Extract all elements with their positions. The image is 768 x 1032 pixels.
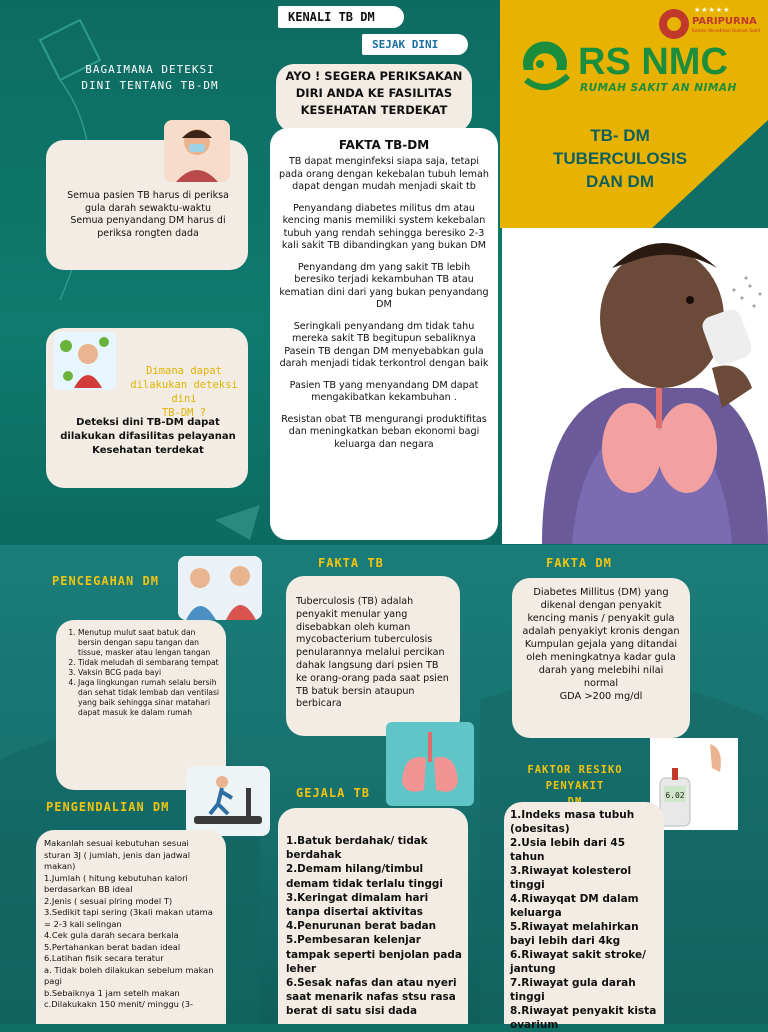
location-question-line3: TB-DM ? [161,407,207,419]
location-answer-text: Deteksi dini TB-DM dapat dilakukan difasilitas pelayanan Kesehatan terdekat [60,417,236,456]
pencegahan-item: 3. Vaksin BCG pada bayi [78,668,220,678]
fakta-dm-gda: GDA >200 mg/dl [559,691,643,702]
pengendalian-line: c.Dilakukakn 150 menit/ minggu (3- [44,999,194,1009]
pengendalian-line: 5.Pertahankan berat badan ideal [44,941,181,952]
fact-item: Penyandang diabetes militus dm atau kencing manis memiliki system kekebalan tubuh yang rendah sehingga beresiko 2-3 kali sakit TB dibandingkan yang bukan DM [281,202,487,251]
location-card [46,328,248,488]
rs-nmc-logo-icon [516,40,576,98]
fact-item: Pasien TB yang menyandang DM dapat mengakibatkan kekambuhan . [289,379,479,403]
faktor-list [504,802,664,1032]
pengendalian-line: 4.Cek gula darah secara berkala [44,930,179,940]
gejala-tb-list [278,808,468,1019]
faktor-item: 8.Riwayat penyakit kista ovarium [510,1005,657,1031]
detection-text-1: Semua pasien TB harus di periksa gula darah sewaktu-waktu [67,190,229,214]
pencegahan-item: 2. Tidak meludah di sembarang tempat [78,658,220,668]
pencegahan-item: 1. Menutup mulut saat batuk dan bersin dengan sapu tangan dan tissue, masker atau lengan tangan [78,628,220,658]
faktor-item: 1.Indeks masa tubuh (obesitas) [510,809,635,835]
treadmill-illustration [186,766,270,836]
virus-child-illustration [54,332,116,390]
detection-card [46,140,248,270]
pengendalian-list [36,830,226,1011]
faktor-item: 3.Riwayat kolesterol tinggi [510,865,632,891]
cover-mouth-illustration [178,556,262,620]
pengendalian-line: a. Tidak boleh dilakukan sebelum makan pagi [44,964,214,986]
ayo-line3: KESEHATAN TERDEKAT [300,103,448,117]
detection-heading-line1: BAGAIMANA DETEKSI [85,63,215,76]
faktor-item: 4.Riwayqat DM dalam keluarga [510,893,639,919]
brochure-title-line3: DAN DM [586,172,654,191]
pengendalian-line: Makanlah sesuai kebutuhan sesuai sturan 3J ( jumlah, jenis dan jadwal makan) [44,838,191,871]
faktor-card [504,802,664,1031]
brochure-title-line1: TB- DM [590,126,650,145]
pengendalian-line: 2.Jenis ( sesuai piring model T) [44,895,173,906]
gejala-item: 3.Keringat dimalam hari tanpa disertai aktivitas [286,891,429,919]
fakta-tb-title: FAKTA TB [318,556,384,570]
pencegahan-item: 4. Jaga lingkungan rumah selalu bersih dan sehat tidak lembab dan ventilasi yang baik sehingga sinar matahari dapat masuk ke dalam rumah [78,678,220,718]
sejak-label: SEJAK DINI [362,34,468,55]
gejala-tb-card [278,808,468,1024]
fact-item: Seringkali penyandang dm tidak tahu mereka sakit TB begitupun sebaliknya Pasein TB dengan DM menyebabkan gula darah menjadi tidak terkontrol dengan baik [279,320,489,369]
paripurna-subtext: Komisi Akreditasi Rumah Sakit [692,29,761,34]
pengendalian-title: PENGENDALIAN DM [46,800,170,814]
fakta-tbdm-title: FAKTA TB-DM [338,138,430,152]
pencegahan-list [56,620,226,718]
pencegahan-title: PENCEGAHAN DM [52,574,159,588]
ayo-card [276,64,472,132]
kenali-label: KENALI TB DM [278,6,404,28]
faktor-item: 5.Riwayat melahirkan bayi lebih dari 4kg [510,921,639,947]
fact-item: Resistan obat TB mengurangi produktifitas dan meningkatkan beban ekonomi bagi keluarga dan negara [281,413,487,450]
paripurna-text: PARIPURNA [692,16,757,27]
fakta-dm-body [512,578,690,703]
fakta-tbdm-list [270,152,498,451]
brochure-title-line2: TUBERCULOSIS [552,149,688,168]
rs-nmc-logo [516,40,756,110]
pengendalian-line: b.Sebaiknya 1 jam setelh makan [44,987,180,998]
detection-heading [70,62,230,94]
location-question-line2: dilakukan deteksi dini [130,379,238,405]
rs-nmc-subtitle: RUMAH SAKIT AN NIMAH [580,82,737,94]
fakta-tb-text: Tuberculosis (TB) adalah penyakit menular yang disebabkan oleh kuman mycobacterium tuberculosis penularannya melalui percikan dahak langsung dari psien TB ke orang-orang pada saat psien TB batuk bersin ataupun berbicara [296,596,449,710]
fact-item: TB dapat menginfeksi siapa saja, tetapi pada orang dengan kekebalan tubuh lemah dapat dengan mudah menjadi skait tb [279,156,489,192]
fact-item: Penyandang dm yang sakit TB lebih beresiko terjadi kekambuhan TB atau kematian dini dari yang bukan penyandang DM [279,261,489,310]
gejala-item: 6.Sesak nafas dan atau nyeri saat menarik nafas stsu rasa berat di satu sisi dada [286,977,457,1018]
fakta-dm-card [512,578,690,738]
patient-cough-illustration [164,120,230,182]
paripurna-badge [656,4,764,44]
pengendalian-line: 3.Sedikit tapi sering (3kali makan utama = 2-3 kali selingan [44,907,213,929]
fakta-dm-title: FAKTA DM [546,556,612,570]
fakta-tbdm-card [270,128,498,540]
detection-heading-line2: DINI TENTANG TB-DM [81,79,219,92]
paripurna-stars: ★★★★★ [694,6,731,14]
ayo-line1: AYO ! SEGERA PERIKSAKAN [285,69,463,83]
detection-text-2: Semua penyandang DM harus di periksa rongten dada [70,215,226,239]
gejala-item: 5.Pembesaran kelenjar tampak seperti benjolan pada leher [286,934,462,975]
lungs-illustration [386,722,474,806]
gejala-item: 1.Batuk berdahak/ tidak berdahak [286,835,428,862]
gejala-tb-title: GEJALA TB [296,786,371,800]
gejala-item: 2.Demam hilang/timbul demam tidak terlalu tinggi [286,863,443,890]
pengendalian-line: 6.Latihan fisik secara teratur [44,953,164,963]
brochure-title [540,124,700,193]
faktor-item: 6.Riwayat sakit stroke/ jantung [510,949,646,975]
meter-reading: 6.02 [665,791,685,800]
coughing-man-illustration [502,228,768,544]
pencegahan-card [56,620,226,790]
rs-nmc-name: RS NMC [578,41,728,83]
faktor-title-line1: FAKTOR RESIKO PENYAKIT [527,764,623,792]
paripurna-logo-icon [656,6,692,42]
pengendalian-card [36,830,226,1024]
fakta-tb-card [286,576,460,736]
faktor-item: 2.Usia lebih dari 45 tahun [510,837,626,863]
gejala-item: 4.Penurunan berat badan [286,920,437,933]
fakta-dm-text: Diabetes Millitus (DM) yang dikenal dengan penyakit kencing manis / penyakit gula adalah penyakiyt kronis dengan Kumpulan gejala yang ditandai oleh meningkatnya kadar gula darah yang melebihi nilai normal [522,587,680,689]
pengendalian-line: 1.Jumlah ( hitung kebutuhan kalori berdasarkan BB ideal [44,872,188,894]
location-question-line1: Dimana dapat [146,365,222,377]
ayo-line2: DIRI ANDA KE FASILITAS [295,86,453,100]
faktor-item: 7.Riwayat gula darah tinggi [510,977,636,1003]
